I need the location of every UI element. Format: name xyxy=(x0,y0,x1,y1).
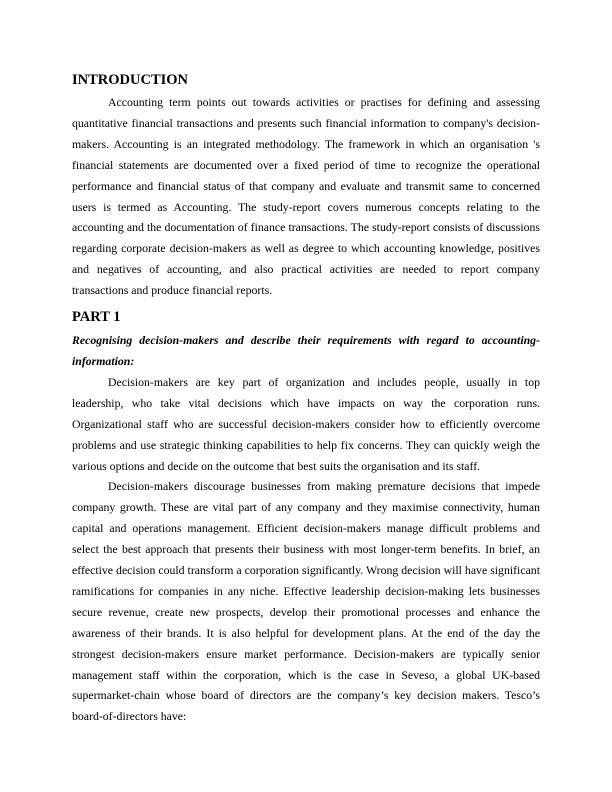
part-1-paragraph-1: Decision-makers are key part of organization and includes people, usually in top leadership, who take vital decisions which have impacts on way the corporation runs. Organizational staff who are successful decision-makers consider how to efficiently overcome problems and use strategic thinking capabilities to help fix concerns. They can quickly weigh the various options and decide on the outcome that best suits the organisation and its staff. xyxy=(72,374,540,473)
introduction-paragraph: Accounting term points out towards activities or practises for defining and assessing quantitative financial transactions and presents such financial information to company's decision-makers. Accounting is an integrated methodology. The framework in which an organisation 's financial statements are documented over a fixed period of time to recognize the operational performance and financial status of that company and evaluate and transmit same to concerned users is termed as Accounting. The study-report covers numerous concepts relating to the accounting and the documentation of finance transactions. The study-report consists of discussions regarding corporate decision-makers as well as degree to which accounting knowledge, positives and negatives of accounting, and also practical activities are needed to report company transactions and produce financial reports. xyxy=(72,95,540,298)
part-1-subheading: Recognising decision-makers and describe their requirements with regard to accounting-information: xyxy=(72,333,540,368)
introduction-heading: INTRODUCTION xyxy=(72,72,189,88)
part-1-paragraph-2: Decision-makers discourage businesses from making premature decisions that impede company growth. These are vital part of any company and they maximise connectivity, human capital and operations management. Efficient decision-makers manage difficult problems and select the best approach that presents their business with most longer-term benefits. In brief, an effective decision could transform a corporation significantly. Wrong decision will have significant ramifications for companies in any niche. Effective leadership decision-making lets businesses secure revenue, create new prospects, develop their promotional processes and enhance the awareness of their brands. It is also helpful for development plans. At the end of the day the strongest decision-makers ensure market performance. Decision-makers are typically senior management staff within the corporation, which is the case in Seveso, a global UK-based supermarket-chain whose board of directors are the company’s key decision makers. Tesco’s board-of-directors have: xyxy=(72,479,540,724)
document-page xyxy=(72,70,540,727)
part-1-heading: PART 1 xyxy=(72,309,121,326)
